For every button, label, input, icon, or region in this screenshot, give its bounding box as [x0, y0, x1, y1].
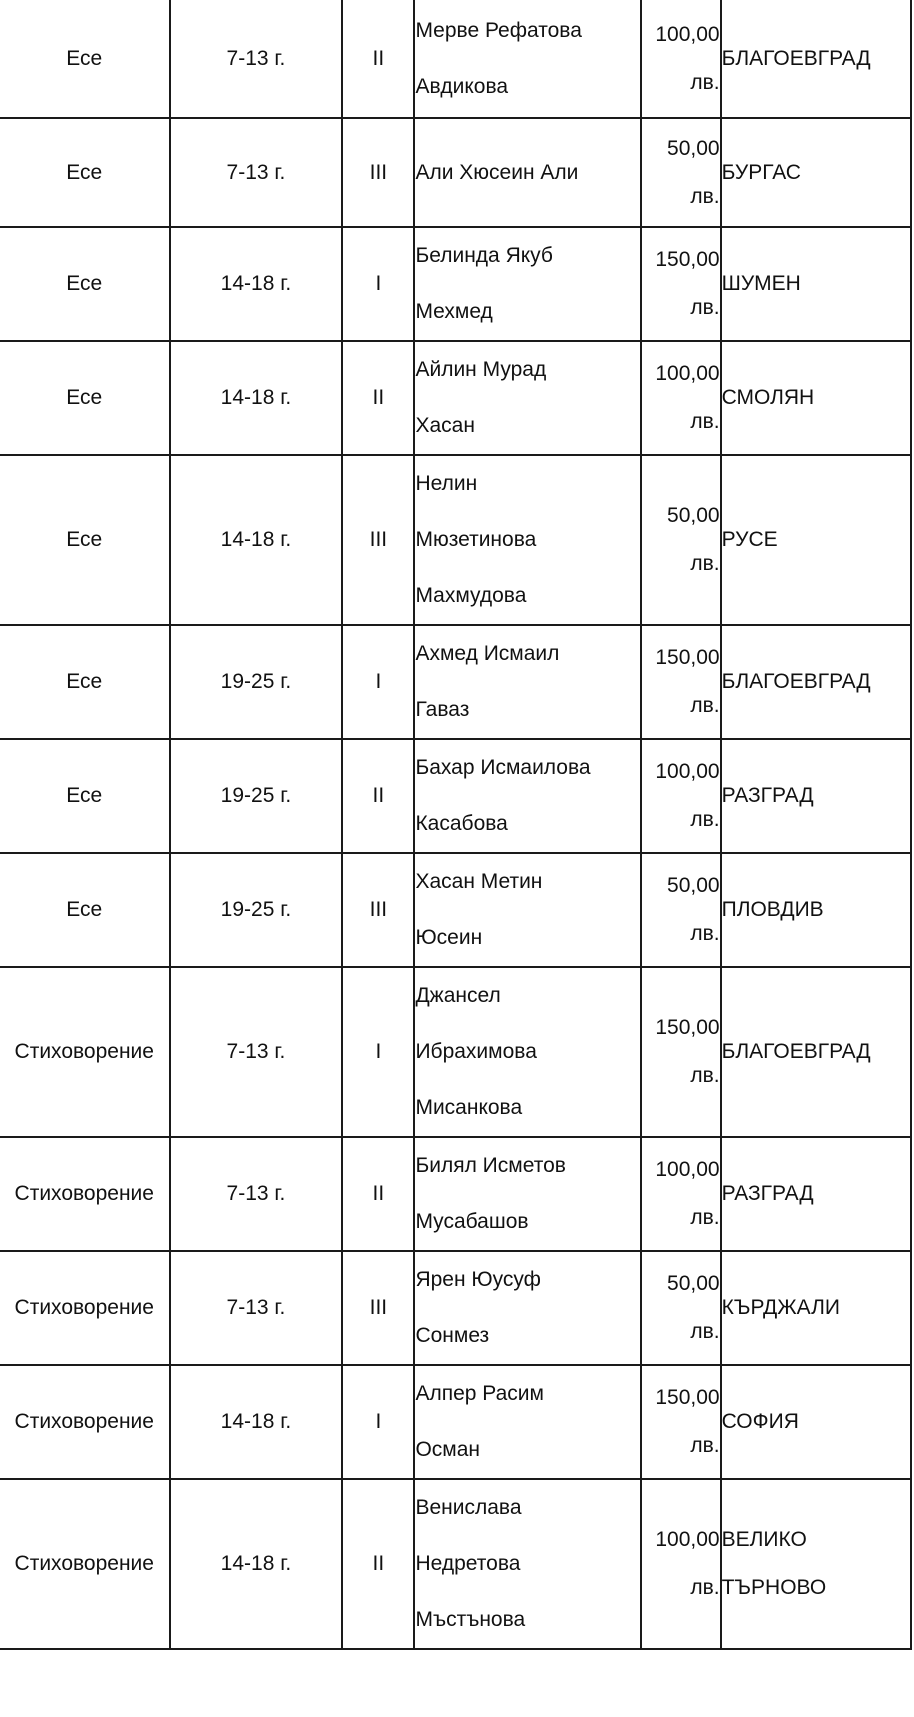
- place-cell: III: [342, 455, 414, 625]
- participant-name-line: Мисанкова: [415, 1096, 523, 1119]
- prize-amount: 50,00: [667, 1272, 720, 1295]
- city-line: ПЛОВДИВ: [721, 898, 824, 921]
- city-cell: [721, 853, 911, 967]
- city-cell: [721, 739, 911, 853]
- city-cell: [721, 1479, 911, 1649]
- city-line: БУРГАС: [721, 160, 801, 184]
- prize-currency: лв.: [690, 552, 720, 575]
- city-cell: [721, 118, 911, 227]
- category-cell: Стиховорение: [0, 967, 170, 1137]
- prize-amount: 100,00: [655, 22, 720, 46]
- prize-amount: 100,00: [655, 1158, 720, 1181]
- participant-name-line: Билял Исметов: [415, 1154, 566, 1177]
- participant-name-line: Гаваз: [415, 698, 470, 721]
- place-cell: II: [342, 1479, 414, 1649]
- participant-name-line: Касабова: [415, 812, 508, 835]
- prize-currency: лв.: [690, 694, 720, 717]
- place-cell: II: [342, 739, 414, 853]
- table-row: [0, 1365, 911, 1479]
- place-cell: I: [342, 227, 414, 341]
- participant-name-cell: [414, 853, 640, 967]
- city-cell: [721, 1251, 911, 1365]
- participant-name-line: Осман: [415, 1438, 481, 1461]
- prize-currency: лв.: [690, 1064, 720, 1087]
- participant-name-line: Мерве Рефатова: [415, 18, 582, 42]
- prize-cell: [641, 1137, 721, 1251]
- category-cell: Есе: [0, 0, 170, 118]
- participant-name-cell: [414, 1251, 640, 1365]
- city-cell: [721, 455, 911, 625]
- participant-name-cell: [414, 739, 640, 853]
- prize-currency: лв.: [690, 70, 720, 94]
- category-cell: Стиховорение: [0, 1137, 170, 1251]
- age-group-cell: 19-25 г.: [170, 739, 343, 853]
- table-row: [0, 1479, 911, 1649]
- prize-currency: лв.: [690, 184, 720, 208]
- participant-name-line: Махмудова: [415, 584, 527, 607]
- place-cell: I: [342, 625, 414, 739]
- prize-amount: 150,00: [655, 248, 720, 271]
- table-row: [0, 0, 911, 118]
- age-group-cell: 7-13 г.: [170, 967, 343, 1137]
- participant-name-cell: [414, 1365, 640, 1479]
- age-group-cell: 7-13 г.: [170, 118, 343, 227]
- participant-name-line: Мехмед: [415, 300, 493, 323]
- participant-name-line: Ахмед Исмаил: [415, 642, 560, 665]
- prize-cell: [641, 967, 721, 1137]
- city-cell: [721, 625, 911, 739]
- prize-amount: 100,00: [655, 760, 720, 783]
- category-cell: Стиховорение: [0, 1251, 170, 1365]
- city-cell: [721, 1365, 911, 1479]
- place-cell: I: [342, 1365, 414, 1479]
- table-row: [0, 455, 911, 625]
- city-line: БЛАГОЕВГРАД: [721, 46, 871, 70]
- city-line: РАЗГРАД: [721, 784, 814, 807]
- place-cell: II: [342, 341, 414, 455]
- category-cell: Стиховорение: [0, 1365, 170, 1479]
- prize-currency: лв.: [690, 410, 720, 433]
- participant-name-line: Белинда Якуб: [415, 244, 553, 267]
- prize-currency: лв.: [690, 1576, 720, 1599]
- prize-cell: [641, 739, 721, 853]
- city-cell: [721, 0, 911, 118]
- city-line: СМОЛЯН: [721, 386, 815, 409]
- age-group-cell: 14-18 г.: [170, 341, 343, 455]
- participant-name-line: Авдикова: [415, 74, 509, 98]
- city-line: ВЕЛИКО: [721, 1528, 807, 1551]
- age-group-cell: 14-18 г.: [170, 1365, 343, 1479]
- participant-name-line: Хасан: [415, 414, 475, 437]
- prize-amount: 100,00: [655, 362, 720, 385]
- prize-amount: 100,00: [655, 1528, 720, 1551]
- city-cell: [721, 227, 911, 341]
- prize-currency: лв.: [690, 808, 720, 831]
- city-line: БЛАГОЕВГРАД: [721, 670, 871, 693]
- category-cell: Есе: [0, 341, 170, 455]
- place-cell: III: [342, 118, 414, 227]
- participant-name-line: Венислава: [415, 1496, 522, 1519]
- category-cell: Есе: [0, 625, 170, 739]
- prize-cell: [641, 227, 721, 341]
- place-cell: III: [342, 853, 414, 967]
- participant-name-line: Ибрахимова: [415, 1040, 537, 1063]
- participant-name-line: Айлин Мурад: [415, 358, 547, 381]
- age-group-cell: 19-25 г.: [170, 625, 343, 739]
- city-line: ШУМЕН: [721, 272, 801, 295]
- place-cell: III: [342, 1251, 414, 1365]
- prize-amount: 150,00: [655, 1386, 720, 1409]
- category-cell: Есе: [0, 118, 170, 227]
- city-line: РУСЕ: [721, 528, 778, 551]
- prize-cell: [641, 853, 721, 967]
- prize-currency: лв.: [690, 1320, 720, 1343]
- city-cell: [721, 341, 911, 455]
- participant-name-line: Недретова: [415, 1552, 521, 1575]
- participant-name-cell: [414, 118, 640, 227]
- prize-amount: 50,00: [667, 874, 720, 897]
- table-row: [0, 739, 911, 853]
- age-group-cell: 7-13 г.: [170, 1137, 343, 1251]
- age-group-cell: 7-13 г.: [170, 0, 343, 118]
- place-cell: II: [342, 0, 414, 118]
- prize-amount: 50,00: [667, 504, 720, 527]
- participant-name-line: Юсеин: [415, 926, 483, 949]
- category-cell: Есе: [0, 739, 170, 853]
- participant-name-line: Нелин: [415, 472, 478, 495]
- participant-name-cell: [414, 227, 640, 341]
- participant-name-cell: [414, 1137, 640, 1251]
- city-cell: [721, 967, 911, 1137]
- prize-currency: лв.: [690, 296, 720, 319]
- age-group-cell: 19-25 г.: [170, 853, 343, 967]
- city-line: ТЪРНОВО: [721, 1576, 827, 1599]
- participant-name-line: Ярен Юусуф: [415, 1268, 541, 1291]
- prize-amount: 150,00: [655, 1016, 720, 1039]
- participant-name-line: Бахар Исмаилова: [415, 756, 591, 779]
- place-cell: II: [342, 1137, 414, 1251]
- participant-name-line: Мъстънова: [415, 1608, 526, 1631]
- prize-cell: [641, 118, 721, 227]
- table-row: [0, 1137, 911, 1251]
- participant-name-cell: [414, 455, 640, 625]
- prize-cell: [641, 1479, 721, 1649]
- table-row: [0, 227, 911, 341]
- age-group-cell: 7-13 г.: [170, 1251, 343, 1365]
- city-line: СОФИЯ: [721, 1410, 799, 1433]
- prize-amount: 150,00: [655, 646, 720, 669]
- city-cell: [721, 1137, 911, 1251]
- category-cell: Есе: [0, 455, 170, 625]
- participant-name-line: Хасан Метин: [415, 870, 543, 893]
- prize-cell: [641, 625, 721, 739]
- participant-name-line: Али Хюсеин Али: [415, 160, 579, 184]
- participant-name-line: Мюзетинова: [415, 528, 537, 551]
- table-row: [0, 967, 911, 1137]
- participant-name-line: Алпер Расим: [415, 1382, 544, 1405]
- age-group-cell: 14-18 г.: [170, 227, 343, 341]
- prize-amount: 50,00: [667, 136, 720, 160]
- participant-name-line: Мусабашов: [415, 1210, 529, 1233]
- participant-name-cell: [414, 341, 640, 455]
- prize-cell: [641, 341, 721, 455]
- table-row: [0, 118, 911, 227]
- category-cell: Есе: [0, 853, 170, 967]
- participant-name-line: Сонмез: [415, 1324, 490, 1347]
- prize-cell: [641, 1251, 721, 1365]
- prize-currency: лв.: [690, 1434, 720, 1457]
- table-row: [0, 853, 911, 967]
- table-row: [0, 1251, 911, 1365]
- place-cell: I: [342, 967, 414, 1137]
- prize-cell: [641, 1365, 721, 1479]
- prize-cell: [641, 455, 721, 625]
- city-line: РАЗГРАД: [721, 1182, 814, 1205]
- prize-currency: лв.: [690, 1206, 720, 1229]
- participant-name-cell: [414, 1479, 640, 1649]
- prize-currency: лв.: [690, 922, 720, 945]
- city-line: КЪРДЖАЛИ: [721, 1296, 841, 1319]
- city-line: БЛАГОЕВГРАД: [721, 1040, 871, 1063]
- participant-name-cell: [414, 967, 640, 1137]
- age-group-cell: 14-18 г.: [170, 455, 343, 625]
- prize-cell: [641, 0, 721, 118]
- table-row: [0, 625, 911, 739]
- category-cell: Есе: [0, 227, 170, 341]
- participant-name-cell: [414, 625, 640, 739]
- table-row: [0, 341, 911, 455]
- age-group-cell: 14-18 г.: [170, 1479, 343, 1649]
- participant-name-cell: [414, 0, 640, 118]
- category-cell: Стиховорение: [0, 1479, 170, 1649]
- participant-name-line: Джансел: [415, 984, 501, 1007]
